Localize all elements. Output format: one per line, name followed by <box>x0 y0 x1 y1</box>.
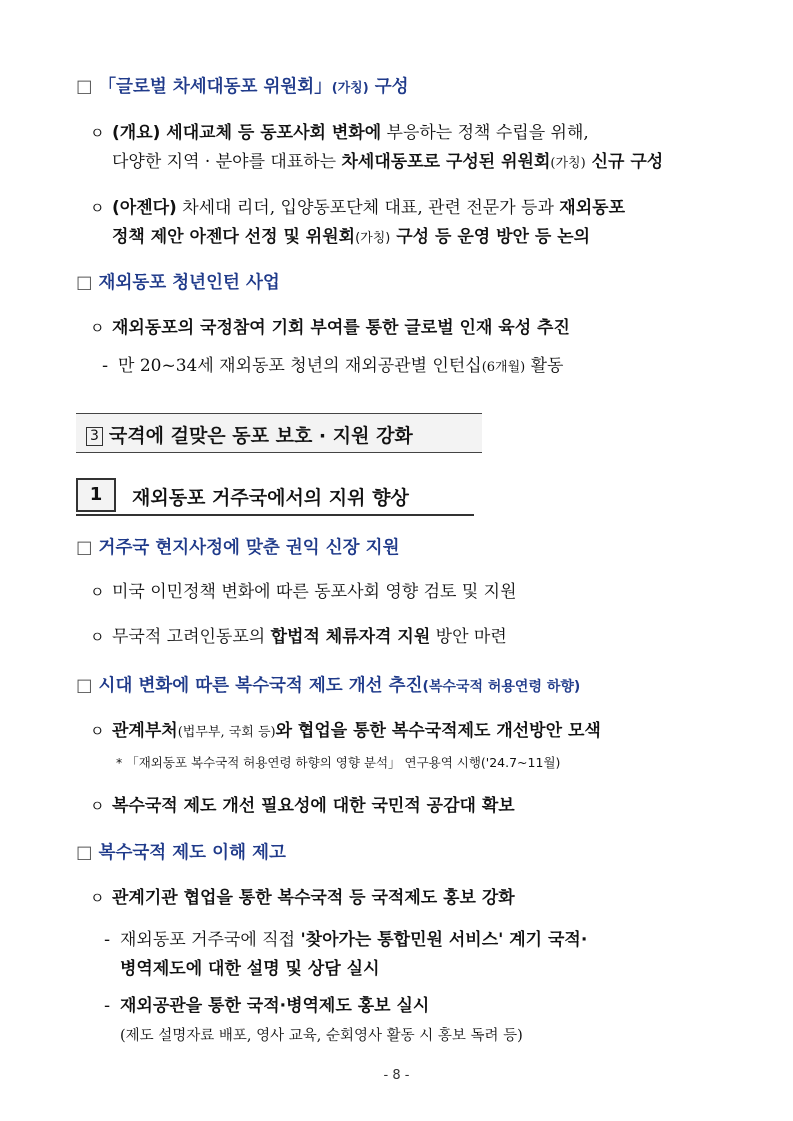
bold-text: 재외동포의 국정참여 기회 부여를 통한 글로벌 인재 육성 추진 <box>112 318 570 338</box>
section-number: 3 <box>86 427 103 446</box>
paren-text: (법무부, 국회 등) <box>177 725 276 740</box>
body-text: 만 20~34세 재외동포 청년의 재외공관별 인턴십 <box>118 356 482 376</box>
bracket-open: 「 <box>98 77 117 97</box>
heading-youth-intern <box>76 272 280 294</box>
bullet-ministries <box>90 720 601 744</box>
paren-text: (6개월) <box>481 360 526 375</box>
heading-paren: (복수국적 허용연령 하향) <box>422 679 581 695</box>
dash-intern-detail <box>102 355 563 379</box>
body-text: 방안 마련 <box>430 627 507 647</box>
subsection-number: 1 <box>76 478 116 512</box>
section-header-3 <box>76 413 482 453</box>
checkbox-square-icon: □ <box>76 538 93 558</box>
bold-text: 관계기관 협업을 통한 복수국적 등 국적제도 홍보 강화 <box>112 888 515 908</box>
heading-dual-nationality <box>76 675 580 698</box>
bold-text: 합법적 체류자격 지원 <box>270 627 431 647</box>
checkbox-square-icon: □ <box>76 676 93 696</box>
heading-title: 복수국적 제도 이해 제고 <box>98 843 286 863</box>
bold-text: '찾아가는 통합민원 서비스' 계기 국적· <box>300 930 588 950</box>
dash-embassy-promo <box>104 995 429 1017</box>
heading-title: 재외동포 청년인턴 사업 <box>98 273 280 293</box>
heading-paren: (가칭) <box>331 81 369 96</box>
dash-bullet: - <box>102 356 109 376</box>
body-text: 다양한 지역 · 분야를 대표하는 <box>112 152 342 172</box>
bullet-promotion <box>90 887 515 909</box>
dash-onsite-service-line2: 병역제도에 대한 설명 및 상담 실시 <box>120 959 380 979</box>
bullet-overview-line1 <box>90 122 589 144</box>
circle-bullet-icon: ㅇ <box>90 124 105 142</box>
page-number: - 8 - <box>383 1068 410 1083</box>
bold-text: 재외공관을 통한 국적·병역제도 홍보 실시 <box>120 996 430 1016</box>
circle-bullet-icon: ㅇ <box>90 722 105 740</box>
subsection-header-1 <box>76 478 476 516</box>
circle-bullet-icon: ㅇ <box>90 583 105 601</box>
dash-bullet: - <box>104 996 111 1016</box>
circle-bullet-icon: ㅇ <box>90 797 105 815</box>
heading-rights <box>76 537 400 559</box>
subsection-underline <box>76 514 474 516</box>
bold-text: 와 협업을 통한 복수국적제도 개선방안 모색 <box>275 721 601 741</box>
circle-bullet-icon: ㅇ <box>90 628 105 646</box>
bold-text: 관계부처 <box>112 721 178 741</box>
subsection-title: 재외동포 거주국에서의 지위 향상 <box>132 487 409 509</box>
body-text: 무국적 고려인동포의 <box>112 627 271 647</box>
heading-global-committee <box>76 76 409 100</box>
footnote-study: * 「재외동포 복수국적 허용연령 하향의 영향 분석」 연구용역 시행('24.7~11월) <box>116 755 561 770</box>
checkbox-square-icon: □ <box>76 273 93 293</box>
bullet-koryoin <box>90 626 507 648</box>
bullet-agenda-line1 <box>90 197 625 219</box>
dash-onsite-service-line1 <box>104 929 587 951</box>
bold-text: (아젠다) <box>112 198 177 218</box>
bullet-agenda-line2 <box>112 226 590 250</box>
section-header-text <box>86 421 413 448</box>
paren-text: (가칭) <box>355 231 391 246</box>
body-text: 재외동포 거주국에 직접 <box>120 930 301 950</box>
circle-bullet-icon: ㅇ <box>90 199 105 217</box>
checkbox-square-icon: □ <box>76 843 93 863</box>
bracket-close: 」 <box>314 77 332 97</box>
heading-title: 글로벌 차세대동포 위원회 <box>116 77 315 97</box>
bold-text: 구성 등 운영 방안 등 논의 <box>390 227 591 247</box>
section-title: 국격에 걸맞은 동포 보호 · 지원 강화 <box>108 425 413 447</box>
bold-text: (개요) 세대교체 등 동포사회 변화에 <box>112 123 382 143</box>
dash-bullet: - <box>104 930 111 950</box>
heading-title: 거주국 현지사정에 맞춘 권익 신장 지원 <box>98 538 400 558</box>
heading-title: 시대 변화에 따른 복수국적 제도 개선 추진 <box>98 676 423 696</box>
bold-text: 정책 제안 아젠다 선정 및 위원회 <box>112 227 356 247</box>
bullet-intern-goal <box>90 317 570 339</box>
bold-text: 재외동포 <box>559 198 625 218</box>
bullet-us-policy <box>90 581 517 603</box>
body-text: 활동 <box>525 356 564 376</box>
bullet-overview-line2 <box>112 151 663 175</box>
bold-text: 신규 구성 <box>585 152 664 172</box>
body-text: 차세대 리더, 입양동포단체 대표, 관련 전문가 등과 <box>176 198 560 218</box>
checkbox-square-icon: □ <box>76 77 93 97</box>
bold-text: 복수국적 제도 개선 필요성에 대한 국민적 공감대 확보 <box>112 796 515 816</box>
circle-bullet-icon: ㅇ <box>90 889 105 907</box>
heading-tail: 구성 <box>368 77 409 97</box>
embassy-promo-detail: (제도 설명자료 배포, 영사 교육, 순회영사 활동 시 홍보 독려 등) <box>120 1028 523 1044</box>
paren-text: (가칭) <box>550 156 586 171</box>
bold-text: 차세대동포로 구성된 위원회 <box>341 152 551 172</box>
circle-bullet-icon: ㅇ <box>90 319 105 337</box>
bullet-consensus <box>90 795 515 817</box>
body-text: 미국 이민정책 변화에 따른 동포사회 영향 검토 및 지원 <box>112 582 517 602</box>
body-text: 부응하는 정책 수립을 위해, <box>381 123 589 143</box>
heading-understanding <box>76 842 286 864</box>
